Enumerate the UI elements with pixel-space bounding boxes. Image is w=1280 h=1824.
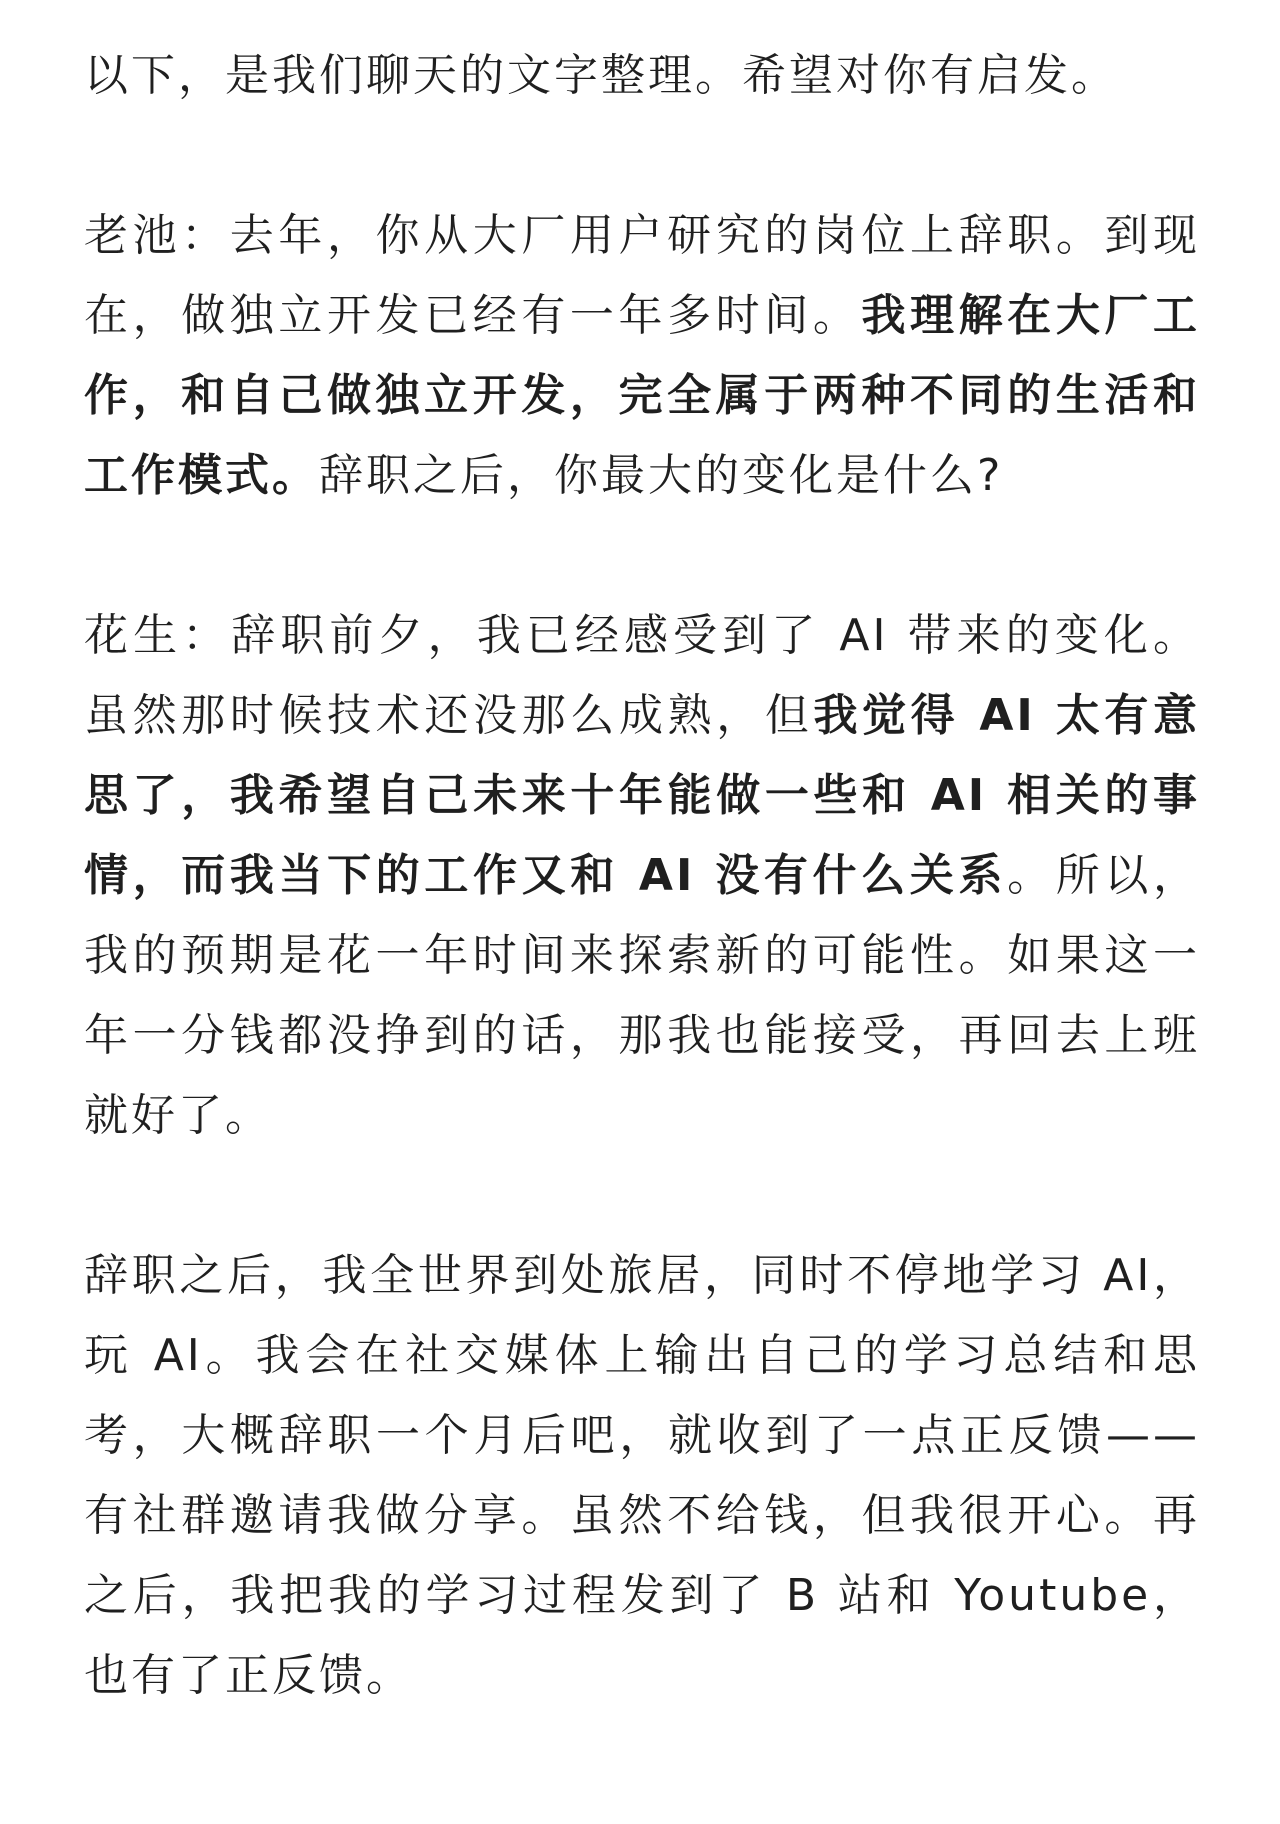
answer-paragraph — [84, 596, 1200, 1156]
answer-continuation-paragraph — [84, 1236, 1200, 1716]
intro-paragraph — [84, 36, 1200, 116]
answer-text-end: 。所以，我的预期是花一年时间来探索新的可能性。如果这一年一分钱都没挣到的话，那我也能接受，再回去上班就好了。 — [84, 850, 1201, 1141]
question-bold-text: 我理解在大厂工作，和自己做独立开发，完全属于两种不同的生活和工作模式。 — [84, 290, 1200, 501]
question-text: 去年，你从大厂用户研究的岗位上辞职。到现在，做独立开发已经有一年多时间。 — [84, 210, 1201, 341]
speaker-label-lao-chi: 老池： — [84, 210, 230, 261]
article-body — [84, 36, 1200, 1716]
answer-continuation-text: 辞职之后，我全世界到处旅居，同时不停地学习 AI，玩 AI。我会在社交媒体上输出自己的学习总结和思考，大概辞职一个月后吧，就收到了一点正反馈——有社群邀请我做分享。虽然不给钱，但我很开心。再之后，我把我的学习过程发到了 B 站和 Youtube，也有了正反馈。 — [84, 1250, 1200, 1701]
question-paragraph — [84, 196, 1200, 516]
answer-bold-text: 我觉得 AI 太有意思了，我希望自己未来十年能做一些和 AI 相关的事情，而我当下的工作又和 AI 没有什么关系 — [84, 690, 1201, 901]
speaker-label-hua-sheng: 花生： — [84, 610, 232, 661]
answer-text: 辞职前夕，我已经感受到了 AI 带来的变化。虽然那时候技术还没那么成熟，但 — [84, 610, 1200, 741]
intro-text: 以下，是我们聊天的文字整理。希望对你有启发。 — [84, 50, 1118, 101]
question-text-end: 辞职之后，你最大的变化是什么? — [319, 450, 1004, 501]
